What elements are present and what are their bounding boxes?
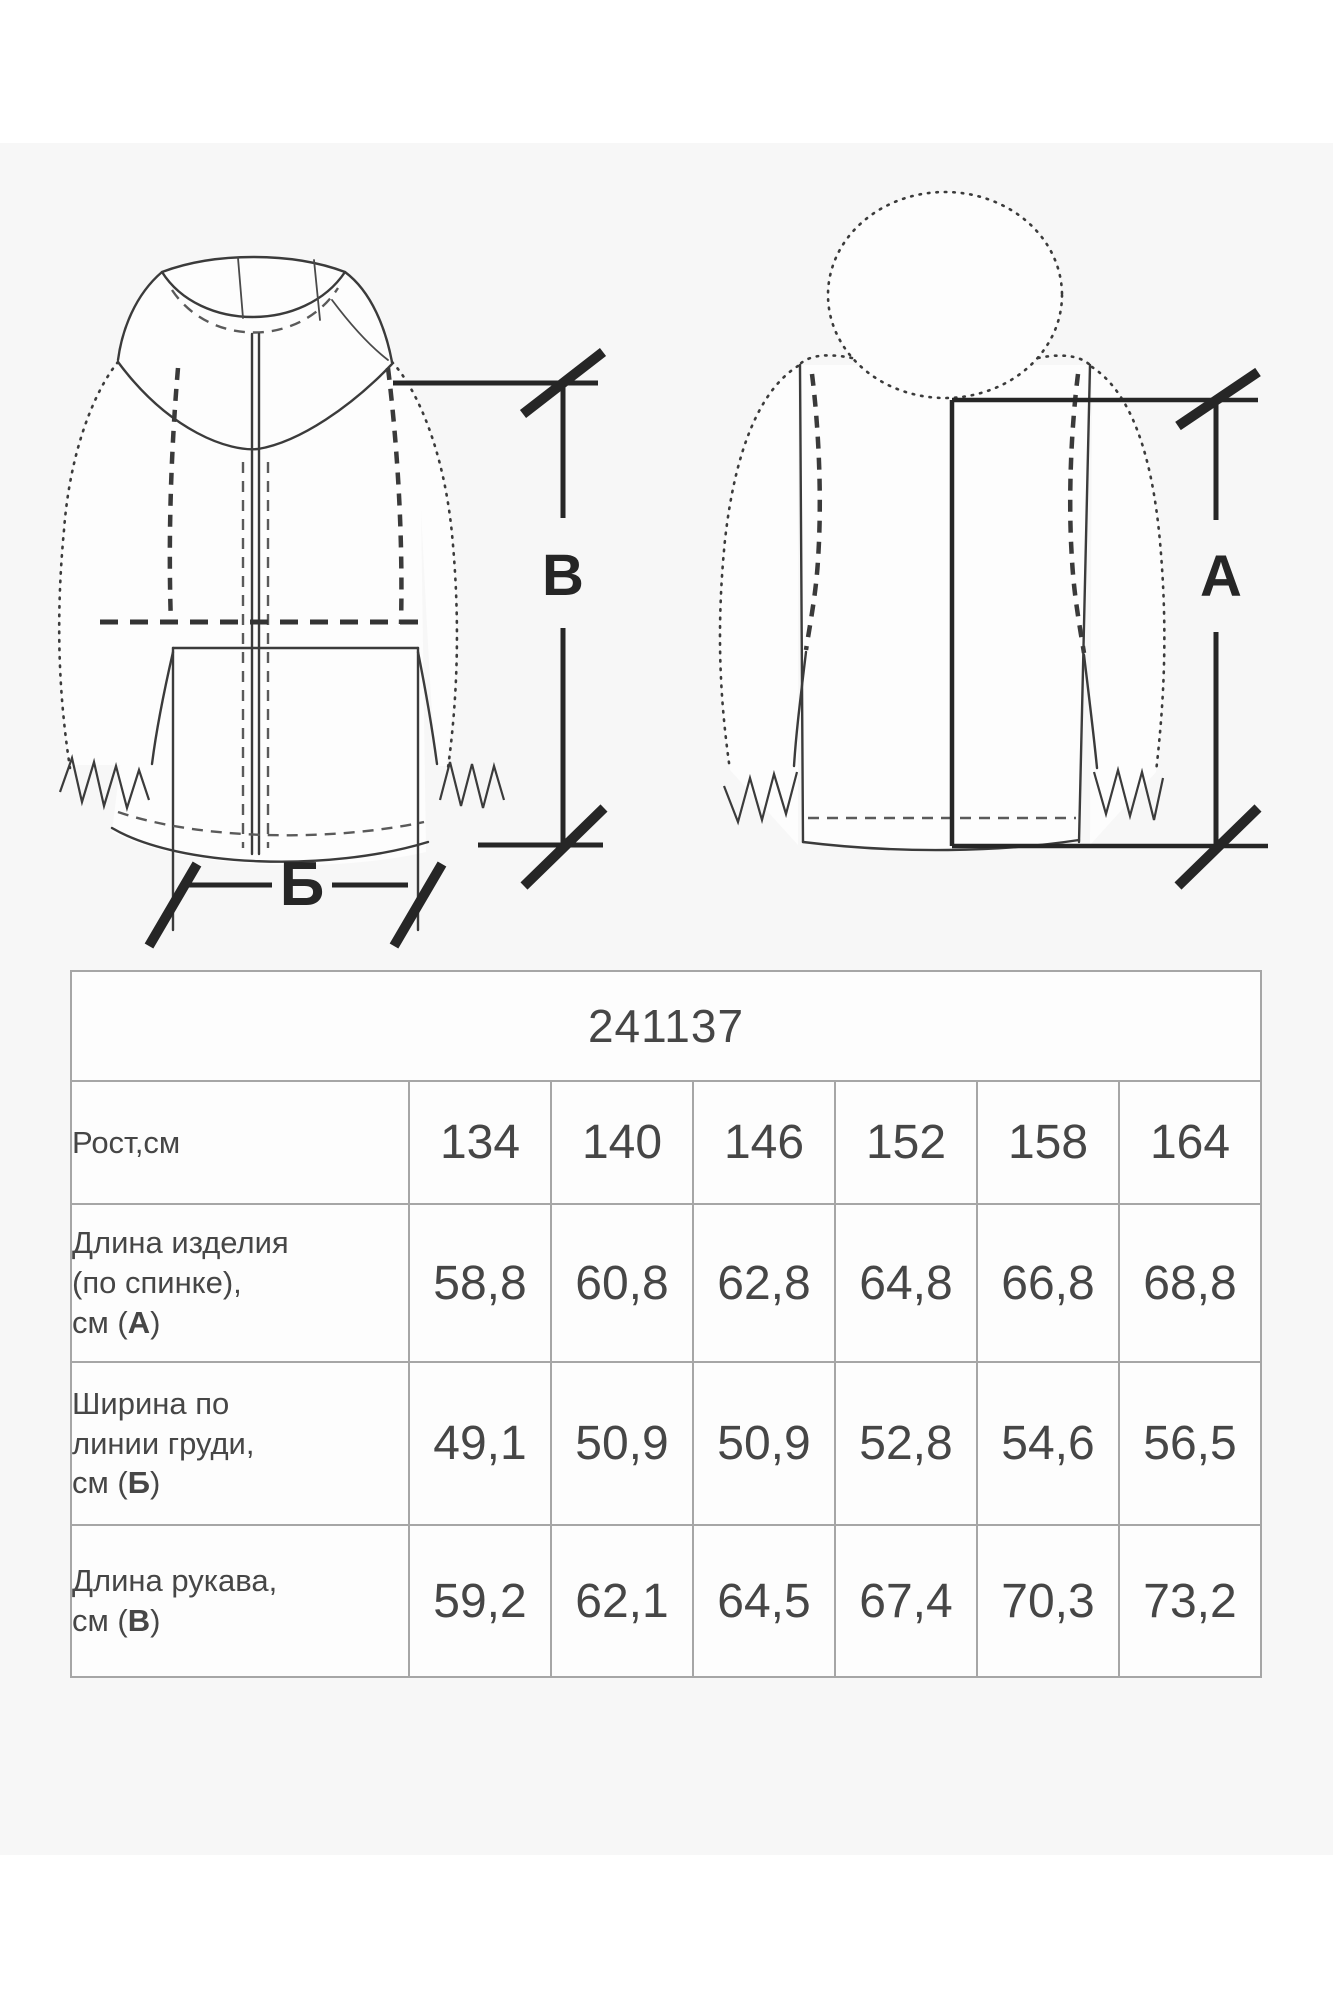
table-cell: 134 xyxy=(409,1081,551,1204)
table-cell: 67,4 xyxy=(835,1525,977,1677)
back-jacket-drawing xyxy=(720,192,1164,850)
sleeve-length-letter: В xyxy=(542,543,584,608)
table-cell: 60,8 xyxy=(551,1204,693,1362)
table-row-sleeve-length xyxy=(71,1525,1261,1677)
table-cell: 152 xyxy=(835,1081,977,1204)
table-cell: 59,2 xyxy=(409,1525,551,1677)
table-row-back-length xyxy=(71,1204,1261,1362)
table-cell: 52,8 xyxy=(835,1362,977,1525)
row-label-sleeve-length: Длина рукава, см (В) xyxy=(71,1525,409,1677)
row-label-chest-width: Ширина по линии груди, см (Б) xyxy=(71,1362,409,1525)
table-cell: 56,5 xyxy=(1119,1362,1261,1525)
table-cell: 62,8 xyxy=(693,1204,835,1362)
table-cell: 158 xyxy=(977,1081,1119,1204)
table-cell: 68,8 xyxy=(1119,1204,1261,1362)
table-cell: 50,9 xyxy=(551,1362,693,1525)
table-cell: 50,9 xyxy=(693,1362,835,1525)
table-cell: 140 xyxy=(551,1081,693,1204)
table-cell: 164 xyxy=(1119,1081,1261,1204)
table-cell: 66,8 xyxy=(977,1204,1119,1362)
article-number: 241137 xyxy=(71,971,1261,1081)
table-cell: 70,3 xyxy=(977,1525,1119,1677)
table-cell: 62,1 xyxy=(551,1525,693,1677)
table-cell: 64,5 xyxy=(693,1525,835,1677)
table-cell: 146 xyxy=(693,1081,835,1204)
table-row-chest-width xyxy=(71,1362,1261,1525)
back-length-letter: А xyxy=(1200,544,1242,609)
front-jacket-drawing xyxy=(59,256,504,931)
table-row-height xyxy=(71,1081,1261,1204)
size-table xyxy=(70,970,1262,1678)
chest-width-dimension xyxy=(149,850,442,946)
row-label-height: Рост,см xyxy=(71,1081,409,1204)
table-cell: 54,6 xyxy=(977,1362,1119,1525)
table-cell: 49,1 xyxy=(409,1362,551,1525)
table-cell: 58,8 xyxy=(409,1204,551,1362)
garment-diagram xyxy=(0,143,1333,973)
right-cuff-elastic xyxy=(440,762,504,808)
chest-width-letter: Б xyxy=(279,850,325,919)
table-cell: 64,8 xyxy=(835,1204,977,1362)
row-label-back-length: Длина изделия (по спинке), см (А) xyxy=(71,1204,409,1362)
table-cell: 73,2 xyxy=(1119,1525,1261,1677)
